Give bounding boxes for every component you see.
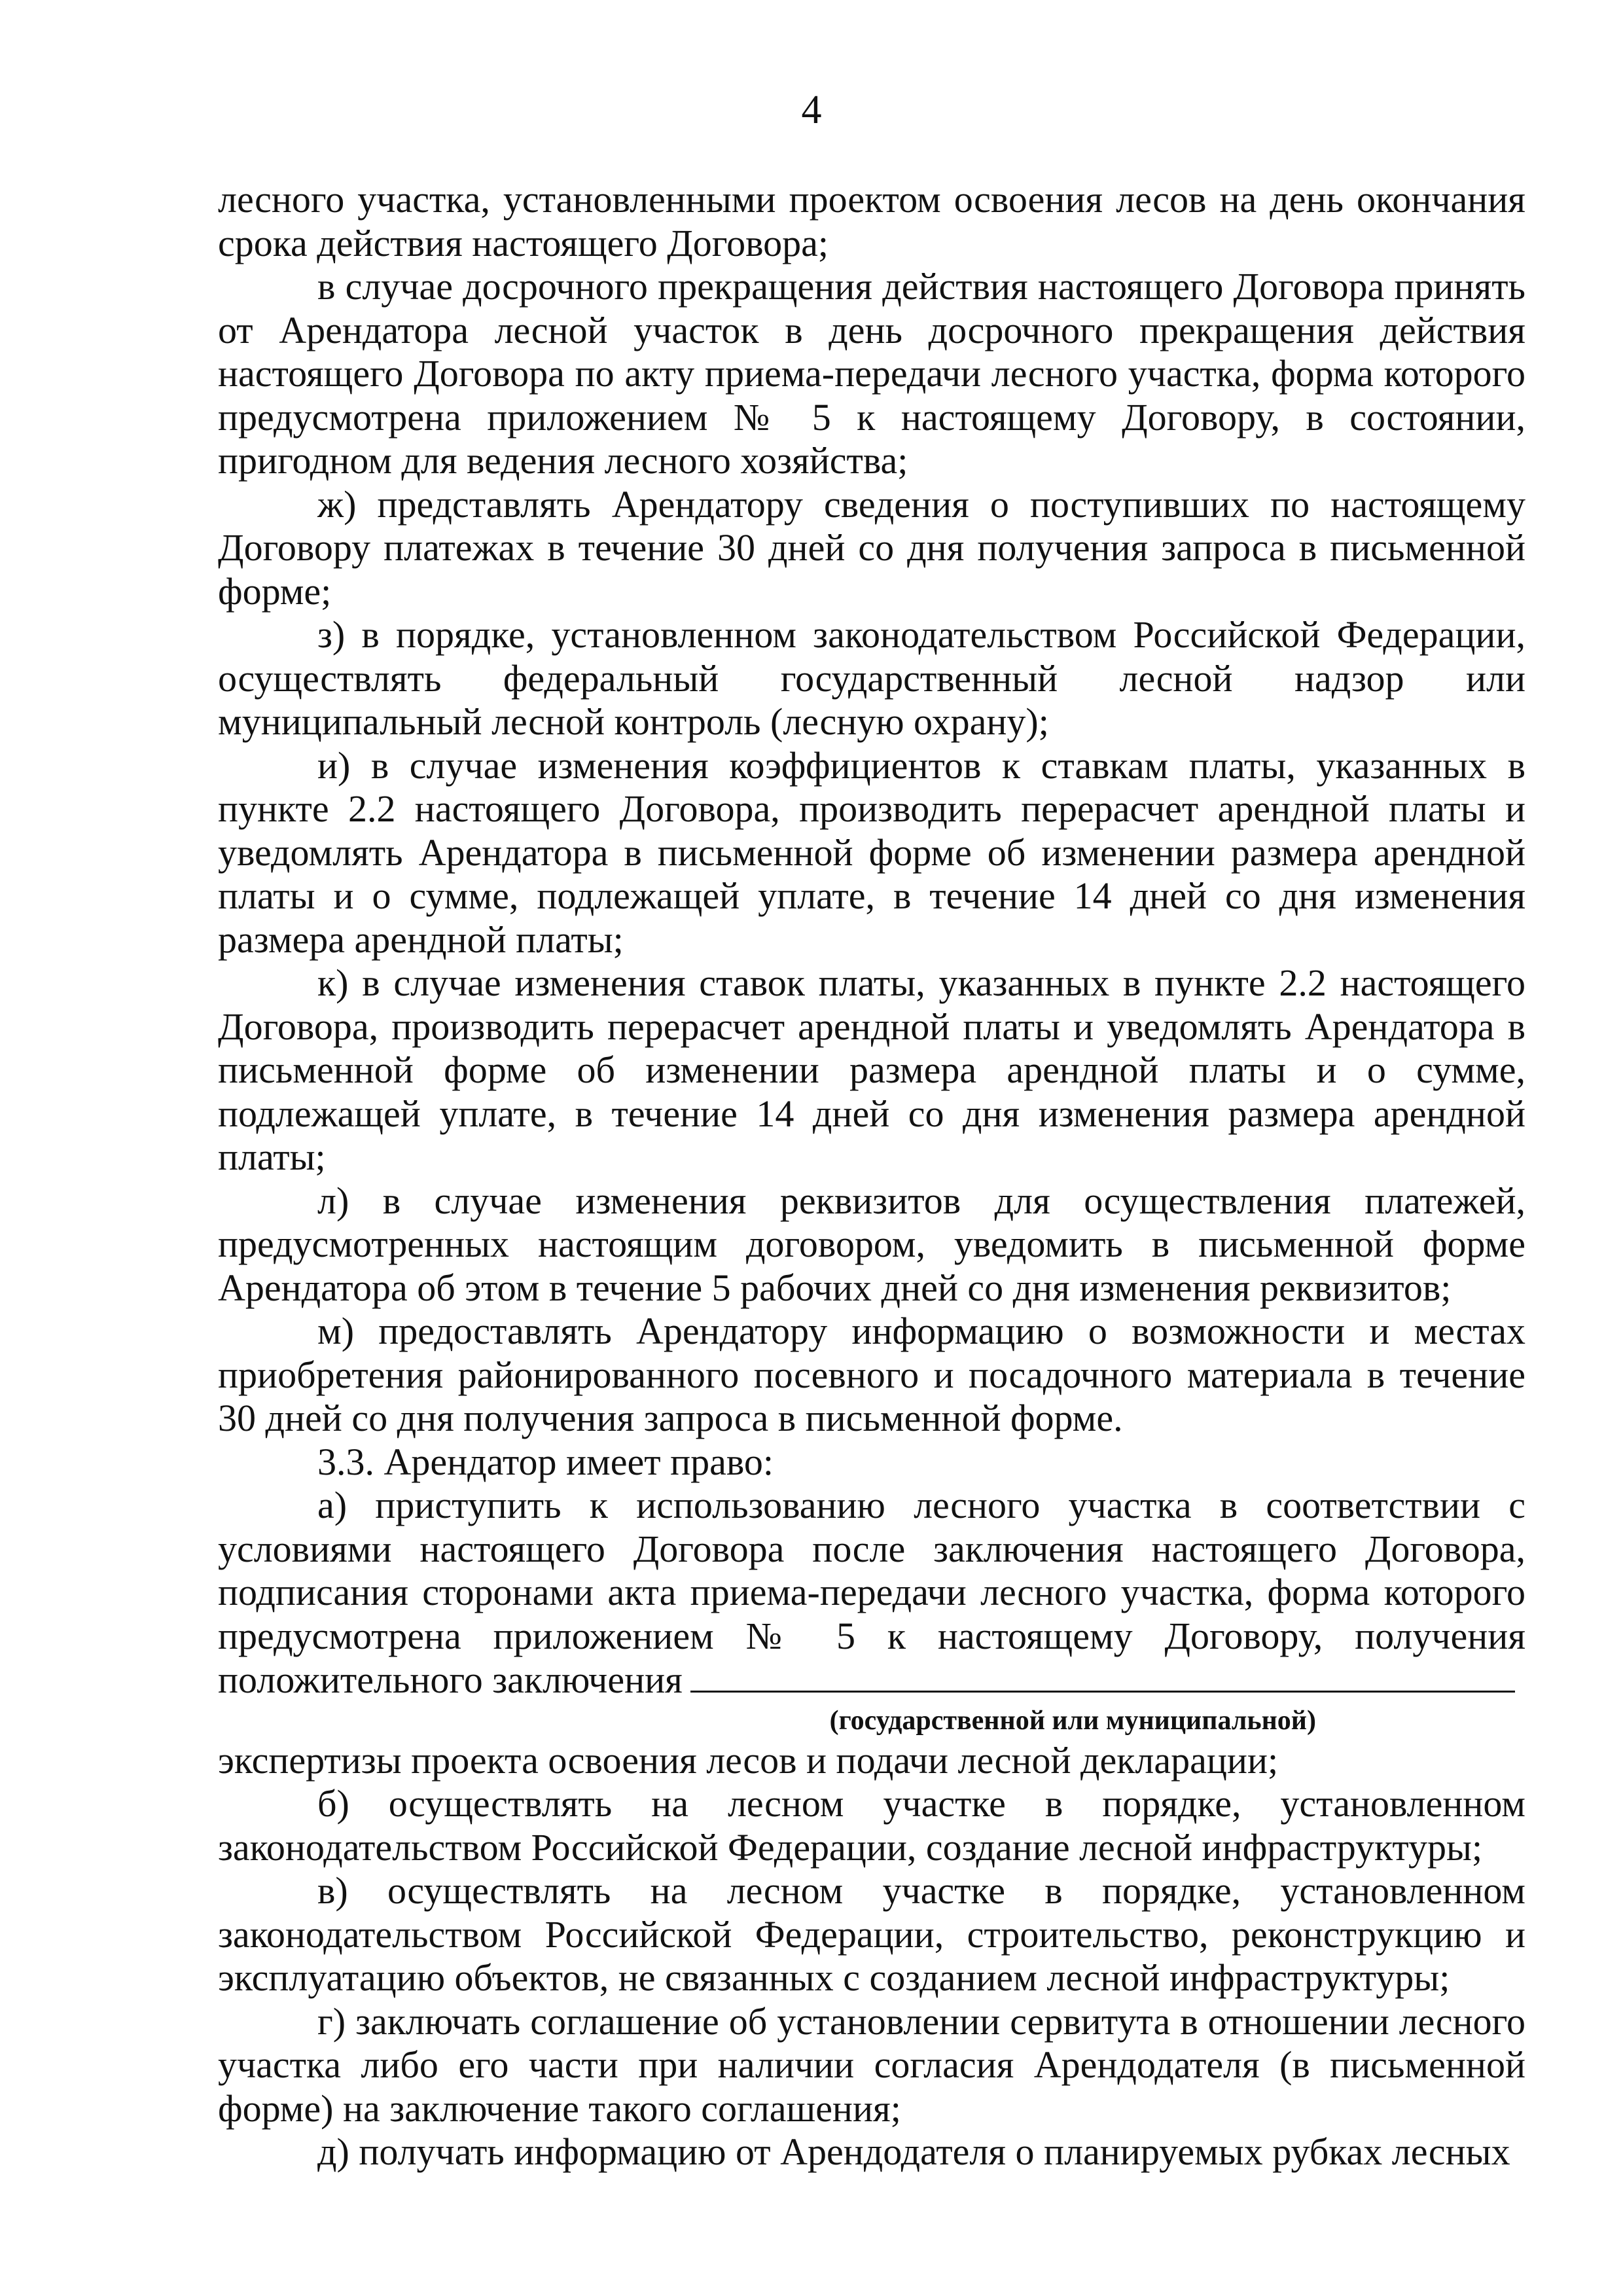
page-number: 4 [801, 88, 822, 132]
paragraph: д) получать информацию от Арендодателя о планируемых рубках лесных [317, 2130, 1510, 2173]
document-body [218, 178, 1525, 2174]
paragraph: з) в порядке, установленном законодательством Российской Федерации, осуществлять федеральный государственный лесной надзор или муниципальный лесной контроль (лесную охрану); [218, 613, 1525, 743]
paragraph: экспертизы проекта освоения лесов и подачи лесной декларации; [218, 1738, 1279, 1782]
fill-in-line [690, 1658, 1515, 1693]
paragraph: м) предоставлять Арендатору информацию о возможности и местах приобретения районированного посевного и посадочного материала в течение 30 дней со дня получения запроса в письменной форме. [218, 1310, 1525, 1439]
paragraph: л) в случае изменения реквизитов для осуществления платежей, предусмотренных настоящим договором, уведомить в письменной форме Арендатора об этом в течение 5 рабочих дней со дня изменения реквизитов; [218, 1179, 1525, 1309]
paragraph-a-text: а) приступить к использованию лесного участка в соответствии с условиями настоящего Договора после заключения настоящего Договора, подписания сторонами акта приема-передачи лесного участка, форма которого предусмотрена приложением № 5 к настоящему Договору, получения положительного заключения [218, 1484, 1525, 1701]
paragraph: и) в случае изменения коэффициентов к ставкам платы, указанных в пункте 2.2 настоящего Договора, производить перерасчет арендной платы и уведомлять Арендатора в письменной форме об изменении размера арендной платы и о сумме, подлежащей уплате, в течение 14 дней со дня изменения размера арендной платы; [218, 744, 1525, 961]
fill-in-caption: (государственной или муниципальной) [829, 1705, 1316, 1736]
paragraph: б) осуществлять на лесном участке в порядке, установленном законодательством Российской Федерации, создание лесной инфраструктуры; [218, 1782, 1525, 1869]
paragraph: в случае досрочного прекращения действия настоящего Договора принять от Арендатора лесной участок в день досрочного прекращения действия настоящего Договора по акту приема-передачи лесного участка, форма которого предусмотрена приложением № 5 к настоящему Договору, в состоянии, пригодном для ведения лесного хозяйства; [218, 265, 1525, 482]
section-heading: 3.3. Арендатор имеет право: [317, 1440, 774, 1483]
paragraph: к) в случае изменения ставок платы, указанных в пункте 2.2 настоящего Договора, производить перерасчет арендной платы и уведомлять Арендатора в письменной форме об изменении размера арендной платы и о сумме, подлежащей уплате, в течение 14 дней со дня изменения размера арендной платы; [218, 961, 1525, 1178]
paragraph: г) заключать соглашение об установлении сервитута в отношении лесного участка либо его части при наличии согласия Арендодателя (в письменной форме) на заключение такого соглашения; [218, 2000, 1525, 2130]
paragraph: лесного участка, установленными проектом освоения лесов на день окончания срока действия настоящего Договора; [218, 178, 1525, 264]
paragraph: в) осуществлять на лесном участке в порядке, установленном законодательством Российской Федерации, строительство, реконструкцию и эксплуатацию объектов, не связанных с созданием лесной инфраструктуры; [218, 1869, 1525, 1999]
paragraph-a [218, 1484, 1525, 1702]
paragraph: ж) представлять Арендатору сведения о поступивших по настоящему Договору платежах в течение 30 дней со дня получения запроса в письменной форме; [218, 482, 1525, 613]
